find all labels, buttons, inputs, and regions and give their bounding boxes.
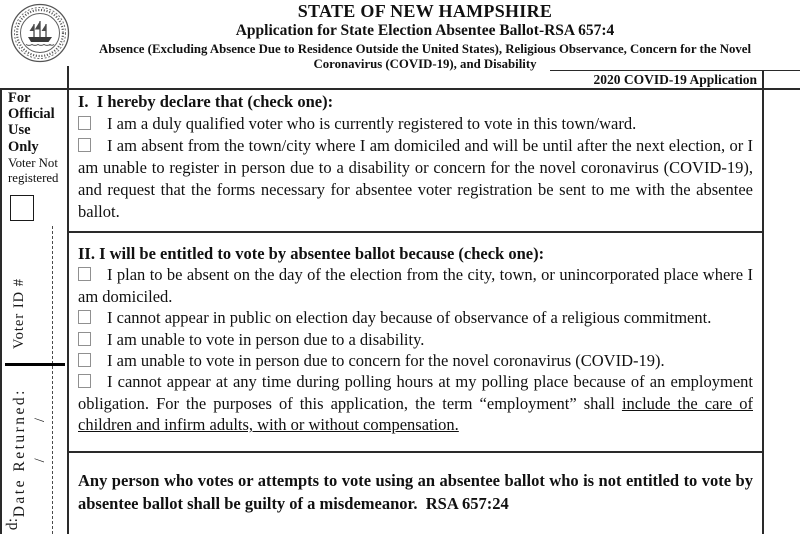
cutoff-sidebar-label: d:	[4, 518, 21, 531]
entitlement-item-underlined-text: include the care of children and infirm adults, with or without compensation.	[78, 393, 753, 435]
form-header	[72, 2, 778, 72]
entitlement-item-disability	[78, 329, 753, 350]
entitlement-item-employment	[78, 371, 753, 435]
voter-not-registered-label: Voter Not registered	[8, 156, 59, 185]
date-separator-slashes: / /	[32, 418, 48, 463]
sidebar-dashed-answer-line	[52, 226, 53, 534]
voter-id-label: Voter ID #	[11, 278, 27, 349]
registered-voter-checkbox[interactable]	[78, 116, 91, 130]
misdemeanor-warning-section	[69, 452, 762, 515]
section-2-entitlement	[69, 238, 762, 452]
disability-checkbox[interactable]	[78, 332, 91, 346]
entitlement-item-covid	[78, 350, 753, 371]
covid-concern-checkbox[interactable]	[78, 353, 91, 367]
sidebar-left-border	[0, 88, 2, 534]
absent-registration-checkbox[interactable]	[78, 138, 91, 152]
section-1-declaration	[69, 89, 762, 232]
new-hampshire-state-seal-icon	[10, 3, 70, 63]
plan-absent-checkbox[interactable]	[78, 267, 91, 281]
declaration-item-text: I am a duly qualified voter who is currently registered to vote in this town/ward.	[107, 114, 637, 133]
declaration-item-text: I am absent from the town/city where I am domiciled and will be until after the next election, or I am unable to register in person due to a disability or concern for the novel coronavirus (COVID-19), and request that the forms necessary for absentee voter registration be sent to me with the absentee ballot.	[78, 136, 753, 221]
section-2-heading: II. I will be entitled to vote by absentee ballot because (check one):	[78, 244, 545, 263]
form-subtitle-2: Absence (Excluding Absence Due to Residence Outside the United States), Religious Observance, Concern for the Novel Coronavirus (COVID-19), and Disability	[98, 42, 751, 71]
application-year-label: 2020 COVID-19 Application	[593, 72, 757, 87]
religious-commitment-checkbox[interactable]	[78, 310, 91, 324]
misdemeanor-warning-text: Any person who votes or attempts to vote using an absentee ballot who is not entitled to vote by absentee ballot shall be guilty of a misdemeanor. RSA 657:24	[78, 471, 753, 513]
entitlement-item-text: I cannot appear at any time during polling hours at my polling place because of an employment obligation. For the purposes of this application, the term “employment” shall	[78, 372, 753, 413]
entitlement-item-text: I am unable to vote in person due to concern for the novel coronavirus (COVID-19).	[107, 351, 665, 371]
date-returned-label: Date Returned:	[11, 388, 28, 518]
form-body	[69, 89, 762, 515]
entitlement-item-text: I am unable to vote in person due to a disability.	[107, 329, 425, 349]
entitlement-item-religious	[78, 307, 753, 328]
entitlement-item-absent	[78, 264, 753, 307]
declaration-item-registered	[78, 113, 753, 135]
main-right-border	[762, 70, 764, 534]
voter-not-registered-checkbox[interactable]	[10, 195, 34, 221]
entitlement-item-text: I cannot appear in public on election day because of observance of a religious commitment.	[107, 308, 712, 328]
form-subtitle: Application for State Election Absentee Ballot-RSA 657:4	[235, 22, 615, 39]
form-title: STATE OF NEW HAMPSHIRE	[297, 1, 553, 21]
employment-obligation-checkbox[interactable]	[78, 374, 91, 388]
declaration-item-absent	[78, 135, 753, 223]
sidebar-divider	[5, 363, 65, 366]
entitlement-item-text: I plan to be absent on the day of the election from the city, town, or unincorporated place where I am domiciled.	[78, 265, 753, 306]
section-1-heading: I. I hereby declare that (check one):	[78, 92, 334, 111]
official-use-only-label: For Official Use Only	[8, 90, 55, 155]
